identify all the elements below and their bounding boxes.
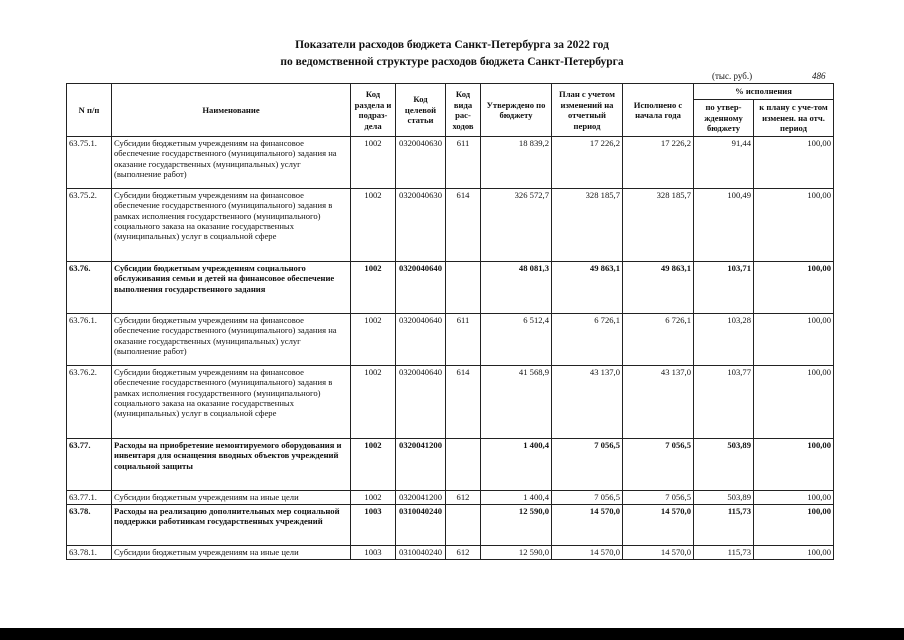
cell-section-code: 1002	[351, 366, 396, 439]
cell-section-code: 1002	[351, 137, 396, 189]
cell-pct-approved: 103,77	[694, 366, 754, 439]
header-executed: Исполнено с начала года	[623, 84, 694, 137]
table-row	[67, 366, 834, 439]
cell-expense-type-code: 612	[446, 546, 481, 560]
cell-expense-type-code	[446, 439, 481, 491]
cell-plan: 14 570,0	[552, 546, 623, 560]
cell-name: Субсидии бюджетным учреждениям на иные цели	[112, 491, 351, 505]
scan-bottom-edge	[0, 628, 904, 640]
table-row	[67, 491, 834, 505]
cell-row-number: 63.76.1.	[67, 314, 112, 366]
cell-approved: 48 081,3	[481, 262, 552, 314]
cell-plan: 6 726,1	[552, 314, 623, 366]
cell-section-code: 1002	[351, 314, 396, 366]
cell-plan: 328 185,7	[552, 189, 623, 262]
cell-row-number: 63.75.2.	[67, 189, 112, 262]
cell-pct-plan: 100,00	[754, 491, 834, 505]
cell-row-number: 63.77.	[67, 439, 112, 491]
cell-approved: 18 839,2	[481, 137, 552, 189]
table-row	[67, 314, 834, 366]
cell-pct-approved: 103,28	[694, 314, 754, 366]
cell-pct-approved: 91,44	[694, 137, 754, 189]
header-target-code: Код целевой статьи	[396, 84, 446, 137]
cell-row-number: 63.76.	[67, 262, 112, 314]
cell-approved: 326 572,7	[481, 189, 552, 262]
table-body	[67, 137, 834, 560]
cell-executed: 7 056,5	[623, 491, 694, 505]
page-number: 486	[812, 71, 826, 81]
cell-executed: 7 056,5	[623, 439, 694, 491]
cell-approved: 6 512,4	[481, 314, 552, 366]
cell-executed: 43 137,0	[623, 366, 694, 439]
table-row	[67, 505, 834, 546]
cell-pct-plan: 100,00	[754, 439, 834, 491]
header-pct-plan: к плану с уче-том изменен. на отч. период	[754, 100, 834, 137]
cell-plan: 7 056,5	[552, 491, 623, 505]
cell-approved: 1 400,4	[481, 491, 552, 505]
cell-target-code: 0320040640	[396, 262, 446, 314]
cell-executed: 17 226,2	[623, 137, 694, 189]
expenditure-table	[66, 83, 834, 560]
header-approved: Утверждено по бюджету	[481, 84, 552, 137]
cell-name: Субсидии бюджетным учреждениям социального обслуживания семьи и детей на финансовое обеспечение выполнения государственного задания	[112, 262, 351, 314]
cell-row-number: 63.78.1.	[67, 546, 112, 560]
cell-pct-approved: 503,89	[694, 439, 754, 491]
cell-section-code: 1002	[351, 491, 396, 505]
cell-target-code: 0310040240	[396, 505, 446, 546]
table-row	[67, 137, 834, 189]
cell-expense-type-code	[446, 262, 481, 314]
cell-plan: 7 056,5	[552, 439, 623, 491]
cell-executed: 49 863,1	[623, 262, 694, 314]
cell-pct-approved: 115,73	[694, 546, 754, 560]
title-line-1: Показатели расходов бюджета Санкт-Петербурга за 2022 год	[295, 39, 609, 51]
cell-name: Субсидии бюджетным учреждениям на финансовое обеспечение государственного (муниципального) задания на оказание государственных (муниципальных) услуг (выполнение работ)	[112, 137, 351, 189]
cell-approved: 12 590,0	[481, 505, 552, 546]
cell-pct-plan: 100,00	[754, 505, 834, 546]
cell-expense-type-code	[446, 505, 481, 546]
table-row	[67, 546, 834, 560]
header-section-code: Код раздела и подраз-дела	[351, 84, 396, 137]
cell-section-code: 1002	[351, 262, 396, 314]
cell-pct-plan: 100,00	[754, 137, 834, 189]
title-line-2: по ведомственной структуре расходов бюджета Санкт-Петербурга	[280, 56, 624, 68]
cell-plan: 14 570,0	[552, 505, 623, 546]
cell-approved: 1 400,4	[481, 439, 552, 491]
table-row	[67, 439, 834, 491]
cell-target-code: 0320040630	[396, 189, 446, 262]
cell-pct-plan: 100,00	[754, 262, 834, 314]
cell-expense-type-code: 614	[446, 366, 481, 439]
cell-pct-plan: 100,00	[754, 546, 834, 560]
cell-approved: 12 590,0	[481, 546, 552, 560]
cell-executed: 328 185,7	[623, 189, 694, 262]
cell-target-code: 0320040630	[396, 137, 446, 189]
cell-section-code: 1003	[351, 546, 396, 560]
cell-target-code: 0320040640	[396, 314, 446, 366]
cell-target-code: 0320041200	[396, 439, 446, 491]
header-num: N п/п	[67, 84, 112, 137]
cell-approved: 41 568,9	[481, 366, 552, 439]
table-row	[67, 262, 834, 314]
cell-pct-approved: 115,73	[694, 505, 754, 546]
table-row	[67, 189, 834, 262]
cell-row-number: 63.75.1.	[67, 137, 112, 189]
header-percent-group: % исполнения	[694, 84, 834, 100]
header-plan: План с учетом изменений на отчетный период	[552, 84, 623, 137]
header-expense-type-code: Код вида рас-ходов	[446, 84, 481, 137]
cell-pct-approved: 103,71	[694, 262, 754, 314]
cell-plan: 43 137,0	[552, 366, 623, 439]
cell-target-code: 0320041200	[396, 491, 446, 505]
cell-pct-approved: 503,89	[694, 491, 754, 505]
cell-pct-plan: 100,00	[754, 314, 834, 366]
cell-executed: 14 570,0	[623, 546, 694, 560]
cell-name: Субсидии бюджетным учреждениям на финансовое обеспечение государственного (муниципального) задания в рамках исполнения государственного (муниципального) социального заказа на оказание государственных (муниципальных) услуг в социальной сфере	[112, 366, 351, 439]
cell-name: Субсидии бюджетным учреждениям на иные цели	[112, 546, 351, 560]
cell-target-code: 0320040640	[396, 366, 446, 439]
cell-name: Расходы на реализацию дополнительных мер социальной поддержки работникам государственных учреждений	[112, 505, 351, 546]
cell-executed: 14 570,0	[623, 505, 694, 546]
cell-section-code: 1002	[351, 439, 396, 491]
cell-name: Расходы на приобретение немонтируемого оборудования и инвентаря для оснащения вводных объектов учреждений социальной защиты	[112, 439, 351, 491]
document-title	[0, 37, 904, 71]
header-pct-approved: по утвер-жденному бюджету	[694, 100, 754, 137]
cell-expense-type-code: 614	[446, 189, 481, 262]
cell-plan: 49 863,1	[552, 262, 623, 314]
cell-section-code: 1003	[351, 505, 396, 546]
cell-pct-approved: 100,49	[694, 189, 754, 262]
cell-plan: 17 226,2	[552, 137, 623, 189]
cell-row-number: 63.76.2.	[67, 366, 112, 439]
cell-expense-type-code: 612	[446, 491, 481, 505]
cell-pct-plan: 100,00	[754, 366, 834, 439]
cell-section-code: 1002	[351, 189, 396, 262]
cell-executed: 6 726,1	[623, 314, 694, 366]
header-name: Наименование	[112, 84, 351, 137]
cell-expense-type-code: 611	[446, 314, 481, 366]
cell-expense-type-code: 611	[446, 137, 481, 189]
cell-name: Субсидии бюджетным учреждениям на финансовое обеспечение государственного (муниципального) задания на оказание государственных (муниципальных) услуг (выполнение работ)	[112, 314, 351, 366]
cell-name: Субсидии бюджетным учреждениям на финансовое обеспечение государственного (муниципального) задания в рамках исполнения государственного (муниципального) социального заказа на оказание государственных (муниципальных) услуг в социальной сфере	[112, 189, 351, 262]
cell-target-code: 0310040240	[396, 546, 446, 560]
units-label: (тыс. руб.)	[712, 71, 753, 81]
cell-row-number: 63.78.	[67, 505, 112, 546]
cell-pct-plan: 100,00	[754, 189, 834, 262]
cell-row-number: 63.77.1.	[67, 491, 112, 505]
